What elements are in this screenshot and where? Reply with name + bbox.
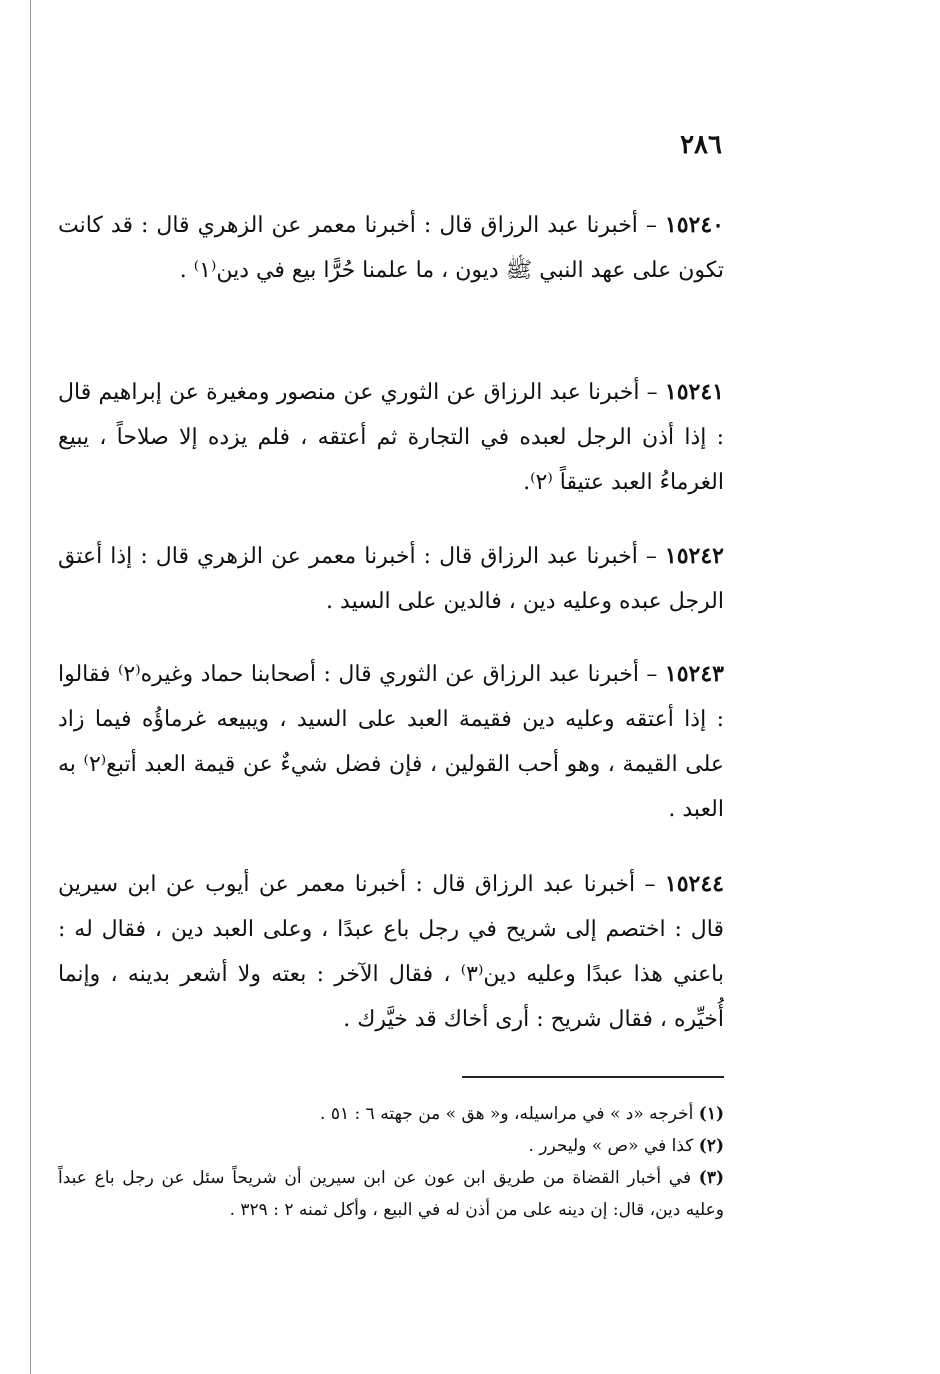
hadith-text: – أخبرنا عبد الرزاق قال : أخبرنا معمر عن أيوب عن ابن سيرين قال : اختصم إلى شريح في رجل باع عبدًا ، وعلى العبد دين ، فقال له : باعني هذا عبدًا وعليه دين⁽٣⁾ ، فقال الآخر : بعته ولا أشعر بدينه ، وإنما أُخيِّره ، فقال شريح : أرى أخاك قد خيَّرك .: [58, 872, 724, 1032]
hadith-number: ١٥٢٤٣: [664, 661, 724, 687]
footnote-text: أخرجه «د » في مراسيله، و« هق » من جهته ٦ : ٥١ .: [320, 1104, 699, 1124]
footnote-number: (١): [698, 1104, 724, 1124]
hadith-number: ١٥٢٤٢: [664, 543, 724, 569]
footnote: [58, 1162, 724, 1226]
hadith-paragraph: [58, 203, 724, 293]
margin-line: [30, 0, 31, 1374]
page-number: ٢٨٦: [680, 130, 722, 160]
hadith-number: ١٥٢٤٠: [664, 212, 724, 238]
hadith-number: ١٥٢٤٤: [664, 871, 724, 897]
footnote-number: (٣): [698, 1168, 724, 1188]
footnote: [58, 1130, 724, 1162]
footnote: [58, 1098, 724, 1130]
hadith-text: – أخبرنا عبد الرزاق عن الثوري عن منصور ومغيرة عن إبراهيم قال : إذا أذن الرجل لعبده في التجارة ثم أعتقه ، فلم يزده إلا صلاحاً ، يبيع الغرماءُ العبد عتيقاً ⁽٢⁾.: [58, 380, 724, 495]
hadith-paragraph: [58, 862, 724, 1042]
footnote-divider: [462, 1076, 724, 1078]
hadith-text: – أخبرنا عبد الرزاق قال : أخبرنا معمر عن الزهري قال : إذا أعتق الرجل عبده وعليه دين ، فالدين على السيد .: [58, 544, 724, 614]
hadith-paragraph: [58, 370, 724, 505]
hadith-text: – أخبرنا عبد الرزاق عن الثوري قال : أصحابنا حماد وغيره⁽٢⁾ فقالوا : إذا أعتقه وعليه دين فقيمة العبد على السيد ، ويبيعه غرماؤُه فيما زاد على القيمة ، وهو أحب القولين ، فإن فضل شيءٌ عن قيمة العبد أتبع⁽٢⁾ به العبد .: [58, 662, 724, 822]
hadith-paragraph: [58, 534, 724, 624]
hadith-paragraph: [58, 652, 724, 832]
footnote-text: كذا في «ص » وليحرر .: [528, 1136, 699, 1156]
hadith-text: – أخبرنا عبد الرزاق قال : أخبرنا معمر عن الزهري قال : قد كانت تكون على عهد النبي ﷺ ديون ، ما علمنا حُرًّا بيع في دين⁽١⁾ .: [58, 213, 724, 283]
footnote-number: (٢): [698, 1136, 724, 1156]
footnote-text: في أخبار القضاة من طريق ابن عون عن ابن سيرين أن شريحاً سئل عن رجل باع عبداً وعليه دين، قال: إن دينه على من أذن له في البيع ، وأكل ثمنه ٢ : ٣٢٩ .: [58, 1168, 724, 1220]
footnotes: [58, 1098, 724, 1226]
hadith-number: ١٥٢٤١: [664, 379, 724, 405]
